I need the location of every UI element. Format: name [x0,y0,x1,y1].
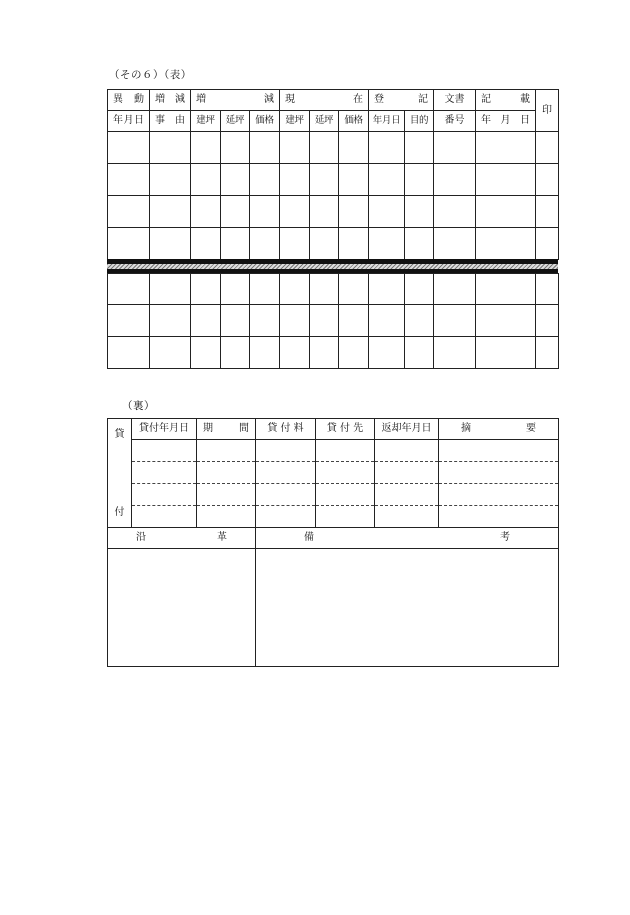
side-label-kashitsuke: 貸 付 [108,419,132,528]
header-nobetsubo-1: 延坪 [221,111,250,132]
bikou-area [256,549,559,667]
enkaku-area [108,549,256,667]
header-touki-date: 年月日 [369,111,405,132]
header-bunsho: 文書 [434,90,476,111]
header-touki-group: 登 記 [369,90,434,111]
header-kakaku-1: 価格 [250,111,280,132]
header-tekiyou: 摘 要 [439,419,559,440]
table-row [108,132,559,164]
back-caption: （裏） [122,400,155,412]
table-row [108,164,559,196]
table-row [108,196,559,228]
front-caption: （その６）（表） [109,69,192,81]
header-zougen-group: 増 減 [191,90,280,111]
header-touki-mokuteki: 目的 [405,111,434,132]
header-zougen: 増 減 [150,90,191,111]
header-kikan: 期 間 [197,419,256,440]
header-bikou: 備 考 [256,528,559,549]
front-register-table [107,89,559,260]
header-kashitsuke-ryou: 貸 付 料 [256,419,316,440]
table-row [108,228,559,260]
header-enkaku: 沿 革 [108,528,256,549]
header-henkyaku-date: 返却年月日 [375,419,439,440]
table-row [108,484,559,506]
table-row [108,337,559,369]
header-bangou: 番号 [434,111,476,132]
header-nobetsubo-2: 延坪 [310,111,339,132]
front-register-table-continued [107,273,559,369]
header-kakaku-2: 価格 [339,111,369,132]
table-row [108,440,559,462]
header-idou: 異 動 [108,90,150,111]
table-row [108,305,559,337]
header-genzai-group: 現 在 [280,90,369,111]
header-tatetsubo-1: 建坪 [191,111,221,132]
table-row [108,462,559,484]
header-ymd: 年 月 日 [108,111,150,132]
back-lending-table [107,418,559,667]
header-kisai-ymd: 年 月 日 [476,111,536,132]
header-in: 印 [536,90,559,132]
table-row [108,506,559,528]
header-kashitsuke-saki: 貸 付 先 [316,419,375,440]
table-break-divider [107,259,558,274]
header-kashitsuke-date: 貸付年月日 [132,419,197,440]
header-kisai: 記 載 [476,90,536,111]
table-row [108,274,559,305]
header-jiyu: 事 由 [150,111,191,132]
header-tatetsubo-2: 建坪 [280,111,310,132]
